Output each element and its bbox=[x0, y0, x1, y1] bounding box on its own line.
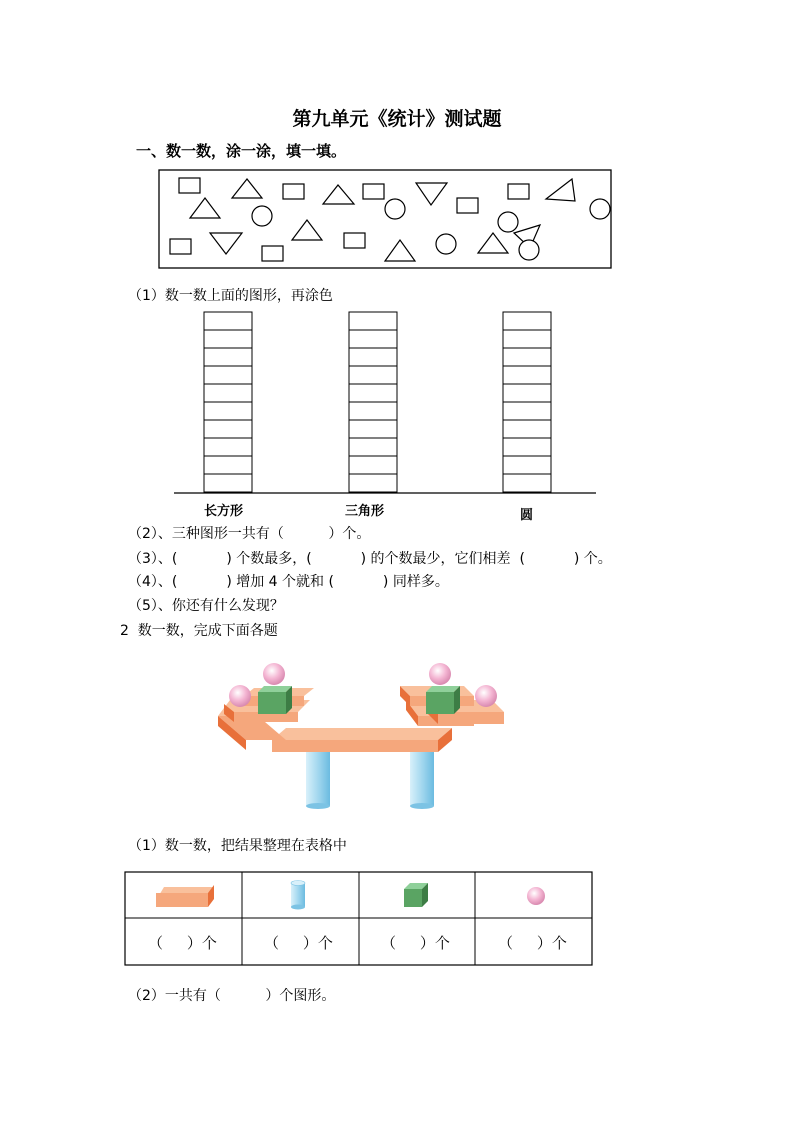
grid-cell[interactable] bbox=[503, 420, 551, 438]
grid-cell[interactable] bbox=[503, 348, 551, 366]
block-shape bbox=[272, 728, 452, 752]
answer-cell-cube[interactable]: （ ）个 bbox=[381, 934, 450, 952]
grid-cell[interactable] bbox=[349, 330, 397, 348]
question-1-4: （4）、( ) 增加 4 个就和 ( ) 同样多。 bbox=[128, 574, 449, 590]
coloring-grid bbox=[174, 310, 599, 496]
grid-cell[interactable] bbox=[204, 438, 252, 456]
grid-cell[interactable] bbox=[503, 384, 551, 402]
rectangle-shape bbox=[179, 178, 200, 193]
grid-cell[interactable] bbox=[204, 312, 252, 330]
grid-cell[interactable] bbox=[349, 312, 397, 330]
cylinder-shape bbox=[306, 750, 330, 809]
circle-shape bbox=[519, 240, 539, 260]
grid-cell[interactable] bbox=[503, 456, 551, 474]
grid-cell[interactable] bbox=[204, 474, 252, 492]
rectangle-shape bbox=[283, 184, 304, 199]
cylinder-shape bbox=[410, 750, 434, 809]
rectangle-shape bbox=[363, 184, 384, 199]
grid-cell[interactable] bbox=[349, 384, 397, 402]
rectangle-column[interactable] bbox=[204, 312, 252, 492]
grid-cell[interactable] bbox=[503, 312, 551, 330]
cube-shape bbox=[426, 686, 460, 714]
grid-cell[interactable] bbox=[349, 402, 397, 420]
grid-cell[interactable] bbox=[349, 474, 397, 492]
grid-cell[interactable] bbox=[349, 438, 397, 456]
grid-cell[interactable] bbox=[503, 366, 551, 384]
label-rectangle: 长方形 bbox=[204, 504, 244, 519]
question-1-1: （1）数一数上面的图形，再涂色 bbox=[128, 288, 333, 304]
cube-shape bbox=[258, 686, 292, 714]
grid-cell[interactable] bbox=[204, 420, 252, 438]
circle-shape bbox=[436, 234, 456, 254]
shapes-figure bbox=[158, 169, 613, 270]
label-triangle: 三角形 bbox=[345, 504, 385, 519]
grid-cell[interactable] bbox=[503, 330, 551, 348]
block-icon bbox=[156, 885, 214, 907]
cylinder-icon bbox=[291, 881, 305, 910]
grid-cell[interactable] bbox=[204, 348, 252, 366]
sphere-shape bbox=[229, 685, 251, 707]
answer-cell-sphere[interactable]: （ ）个 bbox=[498, 934, 567, 952]
grid-cell[interactable] bbox=[503, 438, 551, 456]
rectangle-shape bbox=[344, 233, 365, 248]
question-1-3: （3）、( ) 个数最多，( ) 的个数最少，它们相差 ( ) 个。 bbox=[128, 551, 612, 567]
grid-cell[interactable] bbox=[349, 456, 397, 474]
answer-cell-cylinder[interactable]: （ ）个 bbox=[264, 934, 333, 952]
grid-cell[interactable] bbox=[204, 366, 252, 384]
question-1-5: （5）、你还有什么发现？ bbox=[128, 598, 284, 614]
cube-icon bbox=[404, 883, 428, 907]
rectangle-shape bbox=[170, 239, 191, 254]
page-title: 第九单元《统计》测试题 bbox=[292, 108, 502, 130]
sphere-icon bbox=[527, 887, 545, 905]
sphere-shape bbox=[475, 685, 497, 707]
answer-cell-block[interactable]: （ ）个 bbox=[148, 934, 217, 952]
question-2-1: （1）数一数，把结果整理在表格中 bbox=[128, 838, 347, 854]
circle-column[interactable] bbox=[503, 312, 551, 492]
grid-cell[interactable] bbox=[349, 420, 397, 438]
triangle-column[interactable] bbox=[349, 312, 397, 492]
circle-shape bbox=[252, 206, 272, 226]
grid-cell[interactable] bbox=[349, 366, 397, 384]
label-circle: 圆 bbox=[520, 508, 534, 523]
section1-heading: 一、数一数，涂一涂，填一填。 bbox=[136, 142, 347, 160]
grid-cell[interactable] bbox=[204, 456, 252, 474]
grid-cell[interactable] bbox=[204, 330, 252, 348]
question-2-2: （2）一共有（ ）个图形。 bbox=[128, 988, 336, 1004]
sphere-shape bbox=[429, 663, 451, 685]
grid-cell[interactable] bbox=[503, 402, 551, 420]
sphere-shape bbox=[263, 663, 285, 685]
question-1-2: （2）、三种图形一共有（ ）个。 bbox=[128, 526, 371, 542]
grid-cell[interactable] bbox=[204, 402, 252, 420]
rectangle-shape bbox=[262, 246, 283, 261]
circle-shape bbox=[385, 199, 405, 219]
grid-cell[interactable] bbox=[349, 348, 397, 366]
circle-shape bbox=[590, 199, 610, 219]
block-structure-figure bbox=[212, 640, 512, 812]
circle-shape bbox=[498, 212, 518, 232]
rectangle-shape bbox=[508, 184, 529, 199]
rectangle-shape bbox=[457, 198, 478, 213]
count-table bbox=[124, 871, 594, 968]
grid-cell[interactable] bbox=[503, 474, 551, 492]
grid-cell[interactable] bbox=[204, 384, 252, 402]
section2-heading: 2 数一数，完成下面各题 bbox=[120, 623, 278, 639]
